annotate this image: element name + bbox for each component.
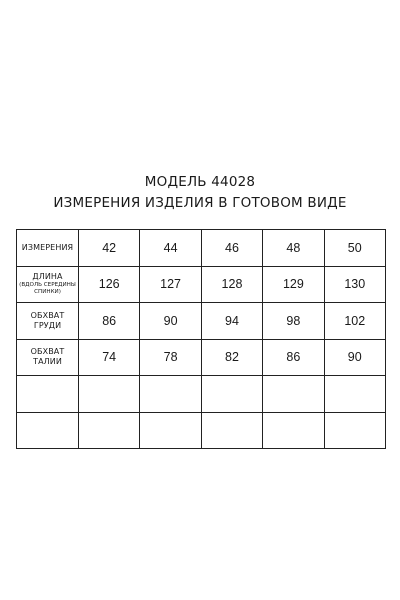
- size-cell: 44: [140, 230, 201, 267]
- table-row-chest: [17, 303, 386, 340]
- value-cell: 86: [263, 339, 324, 376]
- row-label-line: ТАЛИИ: [33, 357, 62, 367]
- row-label-sub: (ВДОЛЬ СЕРЕДИНЫ: [19, 282, 76, 289]
- empty-row: [17, 412, 386, 449]
- size-cell: 48: [263, 230, 324, 267]
- value-cell: 127: [140, 266, 201, 303]
- empty-row: [17, 376, 386, 413]
- value-cell: 102: [324, 303, 385, 340]
- empty-cell: [79, 376, 140, 413]
- row-label-line: ГРУДИ: [33, 320, 62, 330]
- row-label-sub: СПИНКИ): [34, 289, 61, 296]
- header-row: [17, 230, 386, 267]
- value-cell: 90: [324, 339, 385, 376]
- value-cell: 130: [324, 266, 385, 303]
- title-block: [0, 172, 400, 214]
- row-label-line: ОБХВАТ: [30, 347, 65, 357]
- empty-cell: [201, 412, 262, 449]
- row-label-length: [17, 266, 79, 303]
- row-label-line: ОБХВАТ: [30, 310, 65, 320]
- measurements-subtitle: ИЗМЕРЕНИЯ ИЗДЕЛИЯ В ГОТОВОМ ВИДЕ: [53, 195, 347, 211]
- row-label-main: ДЛИНА: [32, 272, 63, 282]
- value-cell: 94: [201, 303, 262, 340]
- empty-cell: [79, 412, 140, 449]
- empty-cell: [140, 412, 201, 449]
- header-label-cell: ИЗМЕРЕНИЯ: [17, 230, 79, 267]
- value-cell: 126: [79, 266, 140, 303]
- table-row-waist: [17, 339, 386, 376]
- size-cell: 42: [79, 230, 140, 267]
- empty-cell: [324, 412, 385, 449]
- empty-cell: [17, 376, 79, 413]
- value-cell: 78: [140, 339, 201, 376]
- value-cell: 98: [263, 303, 324, 340]
- empty-cell: [324, 376, 385, 413]
- empty-cell: [263, 376, 324, 413]
- size-table: [16, 229, 386, 449]
- row-label-waist: [17, 339, 79, 376]
- model-title: МОДЕЛЬ 44028: [144, 174, 256, 190]
- empty-cell: [201, 376, 262, 413]
- value-cell: 86: [79, 303, 140, 340]
- value-cell: 129: [263, 266, 324, 303]
- empty-cell: [263, 412, 324, 449]
- size-cell: 46: [201, 230, 262, 267]
- size-cell: 50: [324, 230, 385, 267]
- empty-cell: [17, 412, 79, 449]
- row-label-chest: [17, 303, 79, 340]
- empty-cell: [140, 376, 201, 413]
- value-cell: 90: [140, 303, 201, 340]
- value-cell: 82: [201, 339, 262, 376]
- table-row-length: [17, 266, 386, 303]
- value-cell: 74: [79, 339, 140, 376]
- value-cell: 128: [201, 266, 262, 303]
